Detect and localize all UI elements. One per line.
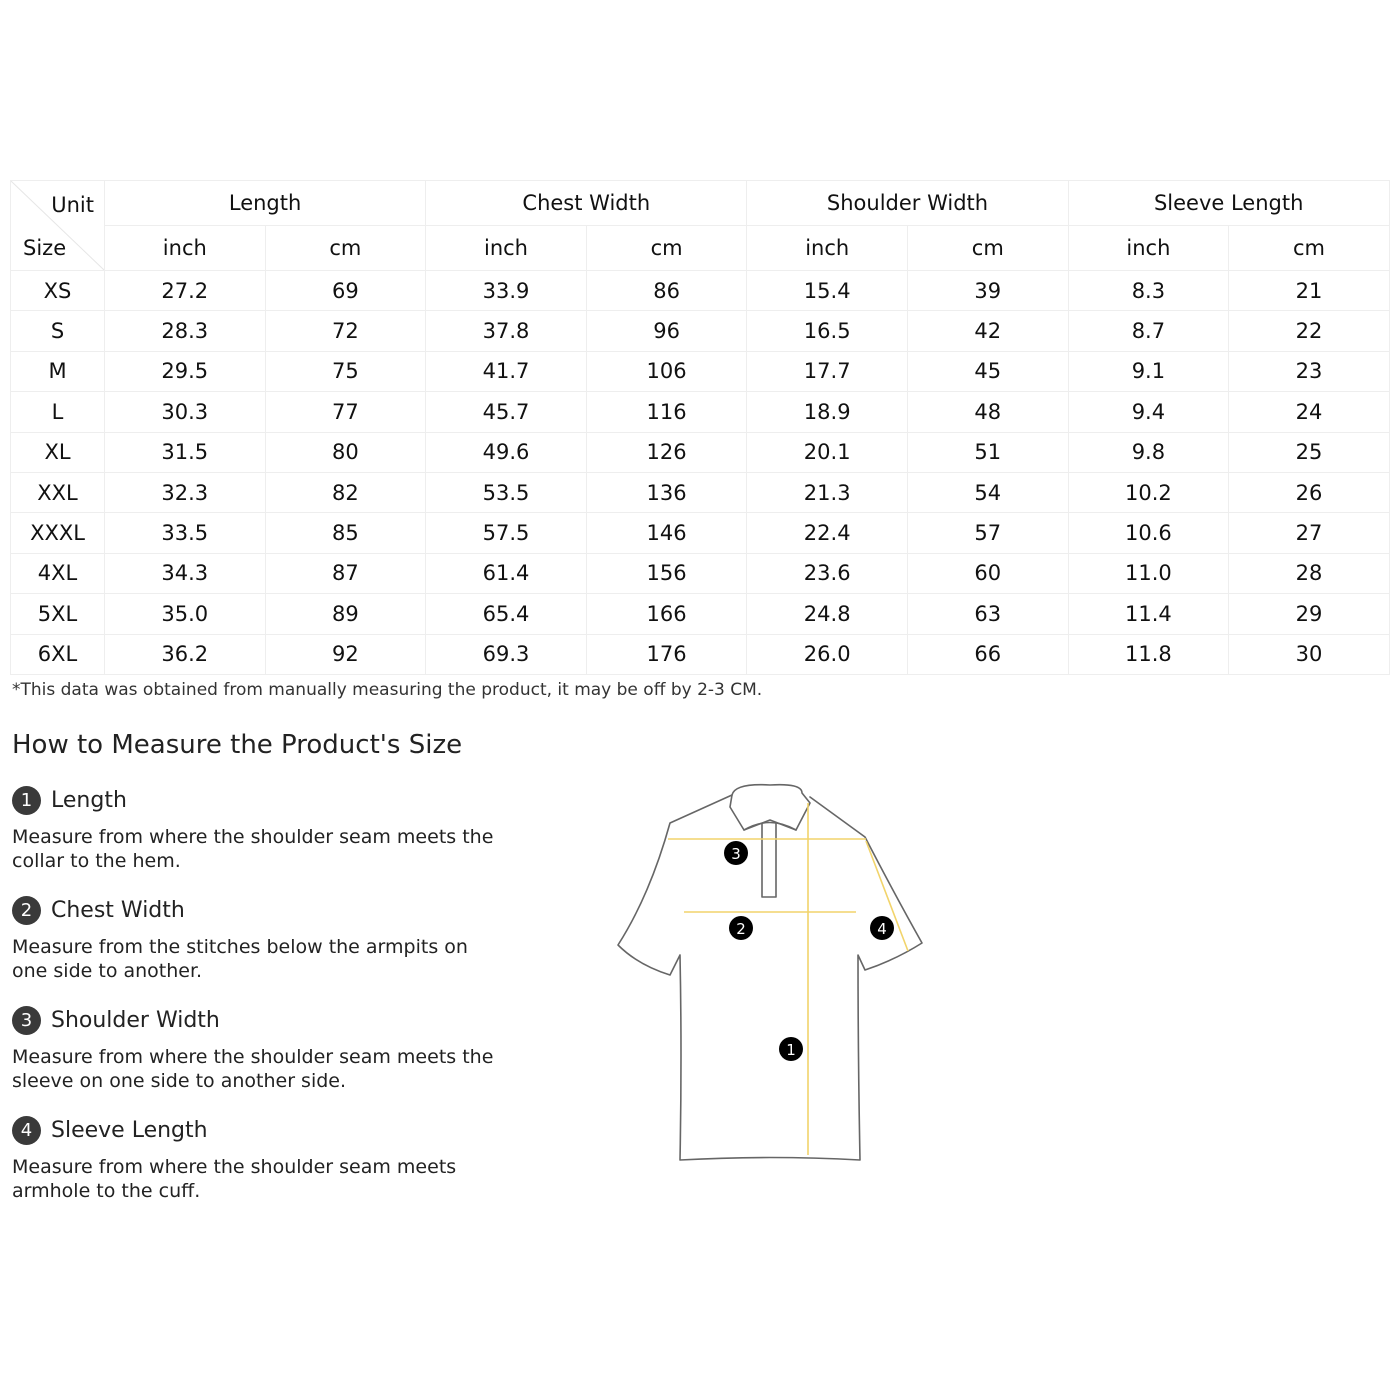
step-description: Measure from the stitches below the armpits on one side to another. — [12, 936, 468, 982]
value-cell: 29.5 — [105, 351, 266, 391]
value-cell: 26.0 — [747, 634, 908, 674]
size-cell: M — [11, 351, 105, 391]
value-cell: 45.7 — [426, 392, 587, 432]
size-chart-table — [10, 180, 1390, 675]
value-cell: 61.4 — [426, 553, 587, 593]
step-title: Chest Width — [51, 897, 185, 923]
value-cell: 92 — [265, 634, 426, 674]
value-cell: 21 — [1229, 271, 1390, 311]
marker-4-label: 4 — [877, 920, 887, 938]
corner-unit-label: Unit — [51, 193, 94, 217]
value-cell: 28 — [1229, 553, 1390, 593]
size-cell: 4XL — [11, 553, 105, 593]
value-cell: 85 — [265, 513, 426, 553]
value-cell: 146 — [586, 513, 747, 553]
step-description: Measure from where the shoulder seam meets armhole to the cuff. — [12, 1156, 457, 1202]
value-cell: 11.8 — [1068, 634, 1229, 674]
header-chest-width: Chest Width — [426, 181, 747, 226]
value-cell: 18.9 — [747, 392, 908, 432]
size-cell: S — [11, 311, 105, 351]
value-cell: 69 — [265, 271, 426, 311]
value-cell: 80 — [265, 432, 426, 472]
step-title: Shoulder Width — [51, 1007, 220, 1033]
step-number-badge: 4 — [12, 1116, 41, 1145]
table-row — [11, 634, 1390, 674]
value-cell: 34.3 — [105, 553, 266, 593]
size-cell: 6XL — [11, 634, 105, 674]
size-rows — [11, 271, 1390, 675]
size-cell: XXXL — [11, 513, 105, 553]
table-row — [11, 351, 1390, 391]
header-length: Length — [105, 181, 426, 226]
value-cell: 9.4 — [1068, 392, 1229, 432]
value-cell: 15.4 — [747, 271, 908, 311]
guide-title: How to Measure the Product's Size — [12, 730, 463, 760]
value-cell: 24.8 — [747, 594, 908, 634]
value-cell: 60 — [907, 553, 1068, 593]
size-cell: XS — [11, 271, 105, 311]
unit-header: inch — [105, 226, 266, 271]
value-cell: 29 — [1229, 594, 1390, 634]
marker-1-label: 1 — [786, 1041, 796, 1059]
step-number-badge: 3 — [12, 1006, 41, 1035]
value-cell: 8.7 — [1068, 311, 1229, 351]
value-cell: 48 — [907, 392, 1068, 432]
unit-header: inch — [1068, 226, 1229, 271]
value-cell: 25 — [1229, 432, 1390, 472]
table-row — [11, 392, 1390, 432]
value-cell: 116 — [586, 392, 747, 432]
size-cell: XL — [11, 432, 105, 472]
size-cell: XXL — [11, 472, 105, 512]
unit-header: cm — [586, 226, 747, 271]
marker-2 — [729, 916, 753, 940]
size-cell: 5XL — [11, 594, 105, 634]
value-cell: 8.3 — [1068, 271, 1229, 311]
table-row — [11, 432, 1390, 472]
table-row — [11, 472, 1390, 512]
corner-cell — [11, 181, 105, 271]
value-cell: 136 — [586, 472, 747, 512]
value-cell: 63 — [907, 594, 1068, 634]
step-chest-width — [12, 895, 502, 983]
step-number-badge: 1 — [12, 786, 41, 815]
value-cell: 27.2 — [105, 271, 266, 311]
value-cell: 66 — [907, 634, 1068, 674]
value-cell: 36.2 — [105, 634, 266, 674]
header-group-row — [11, 181, 1390, 226]
unit-header: inch — [426, 226, 587, 271]
table-row — [11, 271, 1390, 311]
value-cell: 20.1 — [747, 432, 908, 472]
corner-size-label: Size — [23, 236, 67, 260]
value-cell: 39 — [907, 271, 1068, 311]
value-cell: 23 — [1229, 351, 1390, 391]
value-cell: 21.3 — [747, 472, 908, 512]
value-cell: 30.3 — [105, 392, 266, 432]
value-cell: 106 — [586, 351, 747, 391]
value-cell: 17.7 — [747, 351, 908, 391]
size-cell: L — [11, 392, 105, 432]
value-cell: 87 — [265, 553, 426, 593]
value-cell: 16.5 — [747, 311, 908, 351]
value-cell: 30 — [1229, 634, 1390, 674]
value-cell: 54 — [907, 472, 1068, 512]
header-shoulder-width: Shoulder Width — [747, 181, 1068, 226]
value-cell: 31.5 — [105, 432, 266, 472]
header-sleeve-length: Sleeve Length — [1068, 181, 1389, 226]
value-cell: 32.3 — [105, 472, 266, 512]
value-cell: 27 — [1229, 513, 1390, 553]
step-number-badge: 2 — [12, 896, 41, 925]
shirt-outline — [618, 785, 922, 1160]
value-cell: 53.5 — [426, 472, 587, 512]
value-cell: 86 — [586, 271, 747, 311]
table-row — [11, 513, 1390, 553]
marker-2-label: 2 — [736, 920, 746, 938]
unit-header: cm — [907, 226, 1068, 271]
step-description: Measure from where the shoulder seam meets the collar to the hem. — [12, 826, 494, 872]
value-cell: 26 — [1229, 472, 1390, 512]
marker-3 — [724, 841, 748, 865]
value-cell: 156 — [586, 553, 747, 593]
value-cell: 72 — [265, 311, 426, 351]
value-cell: 41.7 — [426, 351, 587, 391]
value-cell: 11.0 — [1068, 553, 1229, 593]
value-cell: 45 — [907, 351, 1068, 391]
step-title: Length — [51, 787, 127, 813]
value-cell: 24 — [1229, 392, 1390, 432]
value-cell: 75 — [265, 351, 426, 391]
value-cell: 22.4 — [747, 513, 908, 553]
value-cell: 22 — [1229, 311, 1390, 351]
value-cell: 42 — [907, 311, 1068, 351]
value-cell: 82 — [265, 472, 426, 512]
value-cell: 51 — [907, 432, 1068, 472]
step-sleeve-length — [12, 1115, 502, 1203]
value-cell: 10.6 — [1068, 513, 1229, 553]
value-cell: 9.1 — [1068, 351, 1229, 391]
value-cell: 57.5 — [426, 513, 587, 553]
value-cell: 33.9 — [426, 271, 587, 311]
step-shoulder-width — [12, 1005, 502, 1093]
value-cell: 49.6 — [426, 432, 587, 472]
value-cell: 69.3 — [426, 634, 587, 674]
value-cell: 77 — [265, 392, 426, 432]
shirt-diagram — [610, 775, 930, 1175]
unit-header: cm — [1229, 226, 1390, 271]
value-cell: 10.2 — [1068, 472, 1229, 512]
marker-4 — [870, 916, 894, 940]
value-cell: 28.3 — [105, 311, 266, 351]
table-row — [11, 311, 1390, 351]
value-cell: 176 — [586, 634, 747, 674]
table-row — [11, 553, 1390, 593]
value-cell: 37.8 — [426, 311, 587, 351]
step-title: Sleeve Length — [51, 1117, 208, 1143]
value-cell: 96 — [586, 311, 747, 351]
value-cell: 11.4 — [1068, 594, 1229, 634]
measurement-note: *This data was obtained from manually measuring the product, it may be off by 2-3 CM. — [12, 680, 763, 700]
table-row — [11, 594, 1390, 634]
unit-header: cm — [265, 226, 426, 271]
marker-1 — [779, 1037, 803, 1061]
value-cell: 89 — [265, 594, 426, 634]
step-length — [12, 785, 502, 873]
measurement-lines — [668, 803, 908, 1155]
header-unit-row — [11, 226, 1390, 271]
value-cell: 23.6 — [747, 553, 908, 593]
value-cell: 9.8 — [1068, 432, 1229, 472]
marker-3-label: 3 — [731, 845, 741, 863]
value-cell: 65.4 — [426, 594, 587, 634]
step-description: Measure from where the shoulder seam meets the sleeve on one side to another side. — [12, 1046, 494, 1092]
value-cell: 126 — [586, 432, 747, 472]
value-cell: 57 — [907, 513, 1068, 553]
value-cell: 35.0 — [105, 594, 266, 634]
value-cell: 33.5 — [105, 513, 266, 553]
unit-header: inch — [747, 226, 908, 271]
value-cell: 166 — [586, 594, 747, 634]
